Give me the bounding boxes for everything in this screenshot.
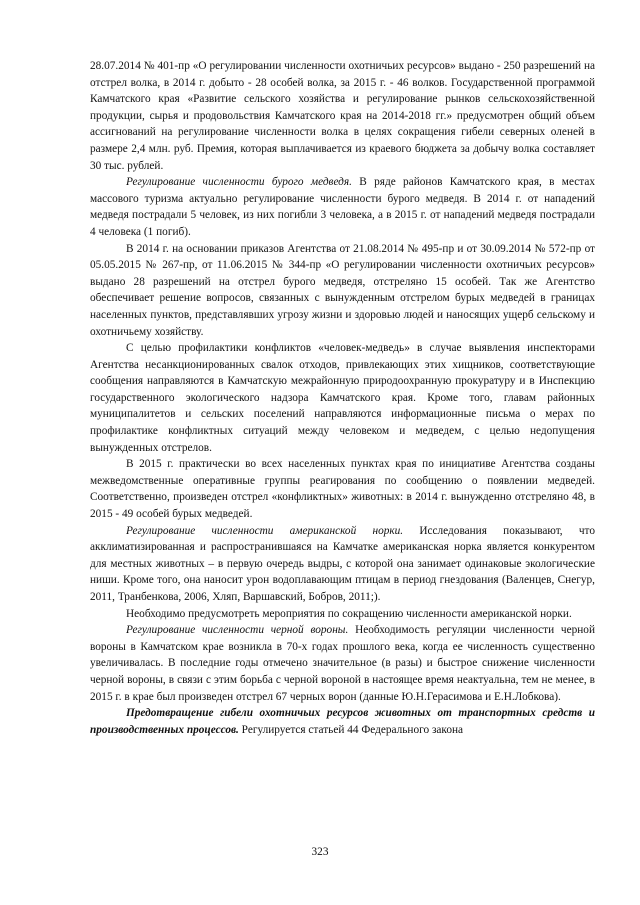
paragraph-text: Необходимость регуляции численности черной вороны в Камчатском крае возникла в 70-х годах прошлого века, когда ее численность существенно увеличивалась. В последние годы отмечено значительное (в разы) и быстрое снижение численности черной вороны, в связи с этим борьба с черной вороной в настоящее время неактуальна, тем не менее, в 2015 г. в крае был произведен отстрел 67 черных ворон (данные Ю.Н.Герасимова и Е.Н.Лобкова). [90, 624, 595, 703]
section-lead-american-mink: Регулирование численности американской норки. [126, 524, 404, 537]
page-number: 323 [311, 846, 329, 858]
paragraph-text: Необходимо предусмотреть мероприятия по сокращению численности американской норки. [126, 607, 572, 620]
section-lead-transport-losses: Предотвращение гибели охотничьих ресурсов животных от транспортных средств и производственных процессов. [90, 707, 595, 736]
paragraph [90, 174, 595, 240]
paragraph [90, 456, 595, 522]
paragraph-text: 28.07.2014 № 401-пр «О регулировании численности охотничьих ресурсов» выдано - 250 разрешений на отстрел волка, в 2014 г. добыто - 28 особей волка, за 2015 г. - 46 волков. Государственной программой Камчатского края «Развитие сельского хозяйства и регулирование рынков сельскохозяйственной продукции, сырья и продовольствия Камчатского края на 2014-2018 гг.» предусмотрен общий объем ассигнований на регулирование численности волка в целях сокращения гибели северных оленей в размере 2,4 млн. руб. Премия, которая выплачивается из краевого бюджета за добычу волка составляет 30 тыс. рублей. [90, 60, 595, 172]
paragraph-text: Исследования показывают, что акклиматизированная и распространившаяся на Камчатке американская норка является конкурентом для местных животных – в первую очередь выдры, с которой она занимает одинаковые экологические ниши. Кроме того, она наносит урон водоплавающим птицам в период гнездования (Валенцев, Снегур, 2011, Транбенкова, 2006, Хляп, Варшавский, Бобров, 2011;). [90, 524, 595, 603]
paragraph [90, 58, 595, 174]
document-body [90, 58, 595, 738]
paragraph-text: С целью профилактики конфликтов «человек-медведь» в случае выявления инспекторами Агентства несанкционированных свалок отходов, привлекающих этих хищников, соответствующие сообщения направляются в Камчатскую межрайонную природоохранную прокуратуру и в Инспекцию государственного экологического надзора Камчатского края. Кроме того, главам районных муниципалитетов и сельских поселений направляются информационные письма о мерах по профилактике конфликтных ситуаций между человеком и медведем, с целью недопущения вынужденных отстрелов. [90, 342, 595, 454]
paragraph-text: В ряде районов Камчатского края, в местах массового туризма актуально регулирование численности бурого медведя. В 2014 г. от нападений медведя пострадали 5 человек, из них погибли 3 человека, а в 2015 г. от нападений медведя пострадали 4 человека (1 погиб). [90, 176, 595, 238]
section-lead-black-crow: Регулирование численности черной вороны. [126, 624, 349, 637]
paragraph [90, 241, 595, 341]
paragraph [90, 340, 595, 456]
paragraph [90, 705, 595, 738]
paragraph [90, 606, 595, 623]
section-lead-brown-bear: Регулирование численности бурого медведя. [126, 176, 352, 189]
paragraph-text: В 2014 г. на основании приказов Агентства от 21.08.2014 № 495-пр и от 30.09.2014 № 572-пр от 05.05.2015 № 267-пр, от 11.06.2015 № 344-пр «О регулировании численности охотничьих ресурсов» выдано 28 разрешений на отстрел бурого медведя, отстреляно 15 особей. Так же Агентство обеспечивает решение вопросов, связанных с вынужденным отстрелом бурых медведей в границах населенных пунктов, представлявших угрозу жизни и здоровью людей и наносящих ущерб сельскому и охотничьему хозяйству. [90, 242, 595, 338]
paragraph-text: В 2015 г. практически во всех населенных пунктах края по инициативе Агентства созданы межведомственные оперативные группы реагирования по сообщению о появлении медведей. Соответственно, произведен отстрел «конфликтных» животных: в 2014 г. вынужденно отстреляно 48, в 2015 - 49 особей бурых медведей. [90, 458, 595, 521]
paragraph-text: Регулируется статьей 44 Федерального закона [238, 723, 464, 736]
paragraph [90, 523, 595, 606]
paragraph [90, 622, 595, 705]
